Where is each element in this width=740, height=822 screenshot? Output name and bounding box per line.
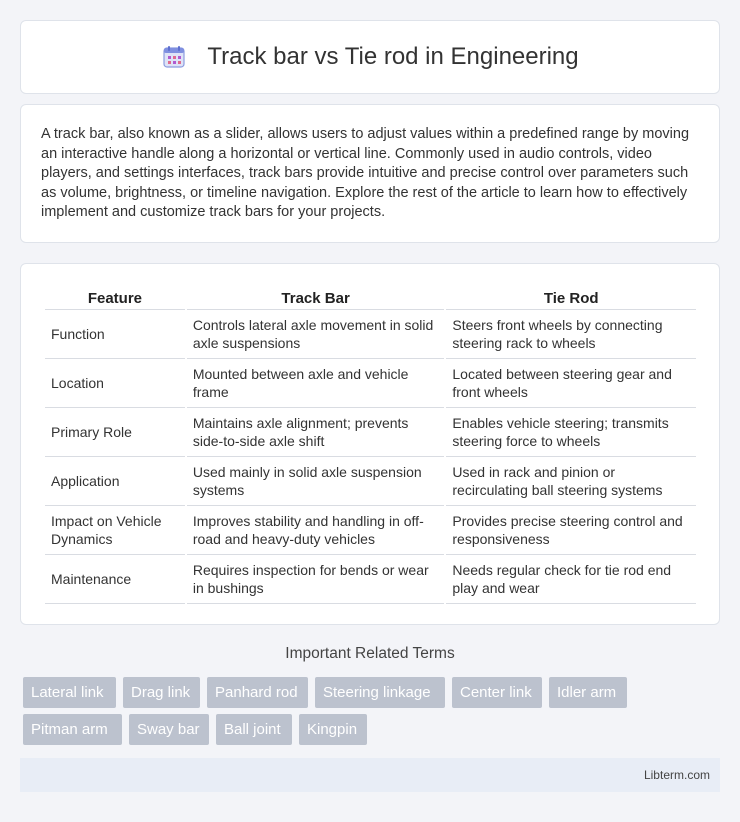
header-feature: Feature	[45, 286, 185, 310]
cell-track-bar: Used mainly in solid axle suspension systems	[187, 457, 445, 506]
cell-tie-rod: Needs regular check for tie rod end play and wear	[446, 555, 696, 604]
header-card	[20, 20, 720, 94]
cell-tie-rod: Located between steering gear and front wheels	[446, 359, 696, 408]
tag-kingpin[interactable]: Kingpin	[299, 714, 367, 745]
table-row	[45, 506, 696, 555]
intro-text: A track bar, also known as a slider, allows users to adjust values within a predefined range by moving an interactive handle along a horizontal or vertical line. Commonly used in audio controls, video players, and settings interfaces, track bars provide intuitive and precise control over parameters such as volume, brightness, or timeline navigation. Explore the rest of the article to learn how to effectively implement and customize track bars for your projects.	[41, 126, 690, 221]
tag-panhard-rod[interactable]: Panhard rod	[207, 677, 308, 708]
calendar-icon	[161, 44, 187, 70]
table-row	[45, 359, 696, 408]
header-track-bar: Track Bar	[187, 286, 445, 310]
comparison-table	[43, 286, 698, 604]
cell-track-bar: Maintains axle alignment; prevents side-to-side axle shift	[187, 408, 445, 457]
cell-tie-rod: Steers front wheels by connecting steering rack to wheels	[446, 310, 696, 359]
table-row	[45, 457, 696, 506]
tag-center-link[interactable]: Center link	[452, 677, 542, 708]
table-row	[45, 310, 696, 359]
footer	[20, 758, 720, 792]
cell-tie-rod: Used in rack and pinion or recirculating ball steering systems	[446, 457, 696, 506]
intro-card	[20, 104, 720, 243]
cell-feature: Maintenance	[45, 555, 185, 604]
cell-track-bar: Improves stability and handling in off-road and heavy-duty vehicles	[187, 506, 445, 555]
footer-site-link[interactable]: Libterm.com	[643, 768, 710, 782]
cell-tie-rod: Provides precise steering control and responsiveness	[446, 506, 696, 555]
cell-track-bar: Requires inspection for bends or wear in bushings	[187, 555, 445, 604]
related-terms-title: Important Related Terms	[285, 645, 455, 662]
table-row	[45, 555, 696, 604]
cell-feature: Location	[45, 359, 185, 408]
table-row	[45, 408, 696, 457]
cell-track-bar: Controls lateral axle movement in solid axle suspensions	[187, 310, 445, 359]
table-header-row	[45, 286, 696, 310]
cell-tie-rod: Enables vehicle steering; transmits steering force to wheels	[446, 408, 696, 457]
tag-lateral-link[interactable]: Lateral link	[23, 677, 116, 708]
header-tie-rod: Tie Rod	[446, 286, 696, 310]
tag-sway-bar[interactable]: Sway bar	[129, 714, 209, 745]
tag-ball-joint[interactable]: Ball joint	[216, 714, 292, 745]
cell-feature: Impact on Vehicle Dynamics	[45, 506, 185, 555]
tag-steering-linkage[interactable]: Steering linkage	[315, 677, 445, 708]
tag-drag-link[interactable]: Drag link	[123, 677, 200, 708]
page-title: Track bar vs Tie rod in Engineering	[207, 43, 579, 70]
tag-idler-arm[interactable]: Idler arm	[549, 677, 627, 708]
cell-feature: Application	[45, 457, 185, 506]
cell-track-bar: Mounted between axle and vehicle frame	[187, 359, 445, 408]
tag-pitman-arm[interactable]: Pitman arm	[23, 714, 122, 745]
cell-feature: Primary Role	[45, 408, 185, 457]
cell-feature: Function	[45, 310, 185, 359]
comparison-card	[20, 263, 720, 625]
